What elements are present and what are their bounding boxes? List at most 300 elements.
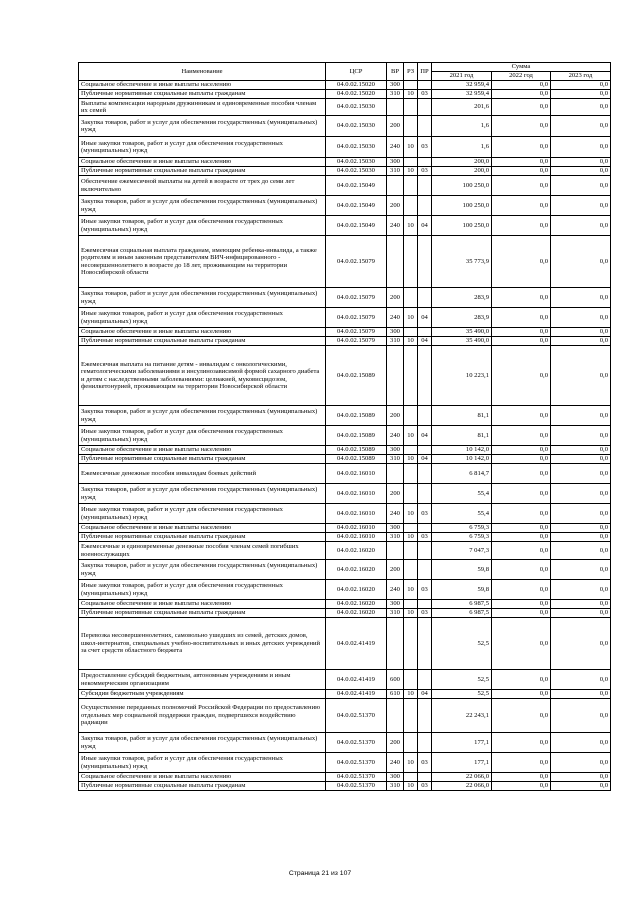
row-vr-cell: 300 <box>387 158 404 167</box>
row-sum-2023-cell: 0,0 <box>551 609 611 618</box>
row-pr-cell <box>418 99 432 116</box>
row-sum-2022-cell: 0,0 <box>492 560 551 580</box>
row-rz-cell: 10 <box>404 690 418 699</box>
row-name-cell: Иные закупки товаров, работ и услуг для обеспечения государственных (муниципальных) нужд <box>79 753 326 773</box>
row-csr-cell: 04.0.02.51370 <box>326 782 387 791</box>
row-pr-cell: 04 <box>418 426 432 446</box>
row-vr-cell <box>387 99 404 116</box>
row-sum-2023-cell: 0,0 <box>551 90 611 99</box>
row-pr-cell <box>418 773 432 782</box>
row-rz-cell <box>404 288 418 308</box>
row-pr-cell <box>418 524 432 533</box>
row-sum-2023-cell: 0,0 <box>551 328 611 337</box>
row-csr-cell: 04.0.02.16020 <box>326 580 387 600</box>
row-pr-cell: 03 <box>418 580 432 600</box>
row-csr-cell: 04.0.02.16010 <box>326 464 387 484</box>
row-name-cell: Предоставление субсидий бюджетным, автономным учреждениям и иным некоммерческим организациям <box>79 670 326 690</box>
row-csr-cell: 04.0.02.15079 <box>326 288 387 308</box>
row-rz-cell <box>404 670 418 690</box>
table-row <box>79 196 611 216</box>
row-pr-cell <box>418 236 432 288</box>
row-sum-2021-cell: 6 987,5 <box>432 609 492 618</box>
row-sum-2022-cell: 0,0 <box>492 308 551 328</box>
row-name-cell: Иные закупки товаров, работ и услуг для обеспечения государственных (муниципальных) нужд <box>79 216 326 236</box>
table-row <box>79 446 611 455</box>
table-row <box>79 618 611 670</box>
table-row <box>79 328 611 337</box>
row-name-cell: Социальное обеспечение и иные выплаты населению <box>79 328 326 337</box>
row-sum-2021-cell: 200,0 <box>432 167 492 176</box>
row-csr-cell: 04.0.02.16010 <box>326 524 387 533</box>
row-sum-2022-cell: 0,0 <box>492 158 551 167</box>
row-pr-cell: 04 <box>418 216 432 236</box>
row-sum-2021-cell: 52,5 <box>432 670 492 690</box>
row-csr-cell: 04.0.02.15089 <box>326 455 387 464</box>
row-vr-cell: 310 <box>387 533 404 542</box>
row-sum-2023-cell: 0,0 <box>551 346 611 406</box>
row-name-cell: Публичные нормативные социальные выплаты гражданам <box>79 782 326 791</box>
row-sum-2022-cell: 0,0 <box>492 455 551 464</box>
row-vr-cell <box>387 618 404 670</box>
row-sum-2023-cell: 0,0 <box>551 176 611 196</box>
row-sum-2021-cell: 100 250,0 <box>432 196 492 216</box>
row-name-cell: Публичные нормативные социальные выплаты гражданам <box>79 533 326 542</box>
row-vr-cell: 300 <box>387 81 404 90</box>
row-sum-2021-cell: 22 243,1 <box>432 699 492 733</box>
row-sum-2023-cell: 0,0 <box>551 337 611 346</box>
row-rz-cell: 10 <box>404 137 418 158</box>
row-sum-2021-cell: 10 142,0 <box>432 455 492 464</box>
row-csr-cell: 04.0.02.51370 <box>326 773 387 782</box>
row-name-cell: Закупка товаров, работ и услуг для обеспечения государственных (муниципальных) нужд <box>79 288 326 308</box>
table-row <box>79 533 611 542</box>
row-sum-2021-cell: 52,5 <box>432 618 492 670</box>
row-pr-cell <box>418 196 432 216</box>
row-sum-2023-cell: 0,0 <box>551 542 611 560</box>
row-vr-cell: 240 <box>387 216 404 236</box>
row-sum-2022-cell: 0,0 <box>492 406 551 426</box>
row-vr-cell <box>387 542 404 560</box>
row-csr-cell: 04.0.02.15089 <box>326 406 387 426</box>
row-vr-cell <box>387 346 404 406</box>
header-vr: ВР <box>387 63 404 81</box>
row-vr-cell: 200 <box>387 560 404 580</box>
row-name-cell: Ежемесячные денежные пособия инвалидам боевых действий <box>79 464 326 484</box>
row-rz-cell <box>404 542 418 560</box>
row-rz-cell: 10 <box>404 455 418 464</box>
row-sum-2023-cell: 0,0 <box>551 600 611 609</box>
row-rz-cell: 10 <box>404 308 418 328</box>
row-csr-cell: 04.0.02.16020 <box>326 609 387 618</box>
row-sum-2023-cell: 0,0 <box>551 690 611 699</box>
row-sum-2021-cell: 201,6 <box>432 99 492 116</box>
row-sum-2023-cell: 0,0 <box>551 533 611 542</box>
row-name-cell: Ежемесячная социальная выплата гражданам, имеющим ребенка-инвалида, а также родителям и иным законным представителям ВИЧ-инфицированного - несовершеннолетнего в возрасте до 18 лет, проживающим на территории Новосибирской области <box>79 236 326 288</box>
row-name-cell: Ежемесячные и единовременные денежные пособия членам семей погибших военнослужащих <box>79 542 326 560</box>
table-row <box>79 288 611 308</box>
row-rz-cell <box>404 560 418 580</box>
row-name-cell: Социальное обеспечение и иные выплаты населению <box>79 524 326 533</box>
row-sum-2021-cell: 283,9 <box>432 288 492 308</box>
row-csr-cell: 04.0.02.15030 <box>326 99 387 116</box>
row-rz-cell <box>404 618 418 670</box>
header-pr: ПР <box>418 63 432 81</box>
row-rz-cell: 10 <box>404 580 418 600</box>
row-vr-cell: 600 <box>387 670 404 690</box>
row-sum-2021-cell: 6 759,3 <box>432 533 492 542</box>
row-sum-2023-cell: 0,0 <box>551 99 611 116</box>
row-pr-cell: 03 <box>418 753 432 773</box>
row-sum-2022-cell: 0,0 <box>492 446 551 455</box>
row-sum-2022-cell: 0,0 <box>492 609 551 618</box>
row-pr-cell: 03 <box>418 90 432 99</box>
row-pr-cell <box>418 446 432 455</box>
row-sum-2022-cell: 0,0 <box>492 782 551 791</box>
row-csr-cell: 04.0.02.15089 <box>326 346 387 406</box>
row-pr-cell: 03 <box>418 533 432 542</box>
row-csr-cell: 04.0.02.41419 <box>326 618 387 670</box>
row-name-cell: Закупка товаров, работ и услуг для обеспечения государственных (муниципальных) нужд <box>79 196 326 216</box>
row-rz-cell: 10 <box>404 90 418 99</box>
row-name-cell: Публичные нормативные социальные выплаты гражданам <box>79 609 326 618</box>
table-row <box>79 308 611 328</box>
row-pr-cell <box>418 81 432 90</box>
row-csr-cell: 04.0.02.15020 <box>326 81 387 90</box>
row-csr-cell: 04.0.02.51370 <box>326 753 387 773</box>
row-sum-2022-cell: 0,0 <box>492 81 551 90</box>
row-sum-2022-cell: 0,0 <box>492 690 551 699</box>
row-sum-2021-cell: 1,6 <box>432 116 492 137</box>
row-rz-cell <box>404 346 418 406</box>
row-vr-cell: 300 <box>387 600 404 609</box>
row-sum-2021-cell: 7 047,3 <box>432 542 492 560</box>
table-row <box>79 406 611 426</box>
row-csr-cell: 04.0.02.16010 <box>326 533 387 542</box>
table-row <box>79 464 611 484</box>
row-sum-2023-cell: 0,0 <box>551 308 611 328</box>
table-row <box>79 542 611 560</box>
row-pr-cell: 03 <box>418 609 432 618</box>
row-vr-cell <box>387 699 404 733</box>
row-sum-2022-cell: 0,0 <box>492 542 551 560</box>
row-csr-cell: 04.0.02.15049 <box>326 176 387 196</box>
row-pr-cell: 04 <box>418 690 432 699</box>
row-rz-cell <box>404 158 418 167</box>
row-csr-cell: 04.0.02.15049 <box>326 196 387 216</box>
table-row <box>79 504 611 524</box>
row-sum-2021-cell: 81,1 <box>432 426 492 446</box>
row-rz-cell <box>404 699 418 733</box>
row-vr-cell <box>387 176 404 196</box>
row-sum-2023-cell: 0,0 <box>551 196 611 216</box>
row-sum-2022-cell: 0,0 <box>492 753 551 773</box>
table-row <box>79 753 611 773</box>
header-year-2021: 2021 год <box>432 72 492 81</box>
row-vr-cell: 300 <box>387 773 404 782</box>
row-sum-2021-cell: 22 066,0 <box>432 773 492 782</box>
row-sum-2021-cell: 177,1 <box>432 753 492 773</box>
row-vr-cell: 310 <box>387 90 404 99</box>
table-row <box>79 600 611 609</box>
row-rz-cell: 10 <box>404 782 418 791</box>
row-sum-2022-cell: 0,0 <box>492 116 551 137</box>
row-csr-cell: 04.0.02.15089 <box>326 426 387 446</box>
table-row <box>79 337 611 346</box>
row-csr-cell: 04.0.02.15079 <box>326 236 387 288</box>
row-sum-2022-cell: 0,0 <box>492 196 551 216</box>
row-sum-2022-cell: 0,0 <box>492 464 551 484</box>
row-sum-2021-cell: 55,4 <box>432 504 492 524</box>
table-row <box>79 609 611 618</box>
table-row <box>79 216 611 236</box>
row-sum-2023-cell: 0,0 <box>551 236 611 288</box>
row-vr-cell: 310 <box>387 337 404 346</box>
row-sum-2022-cell: 0,0 <box>492 524 551 533</box>
row-name-cell: Публичные нормативные социальные выплаты гражданам <box>79 455 326 464</box>
row-rz-cell <box>404 236 418 288</box>
table-row <box>79 158 611 167</box>
row-csr-cell: 04.0.02.16020 <box>326 600 387 609</box>
row-sum-2023-cell: 0,0 <box>551 464 611 484</box>
row-rz-cell <box>404 196 418 216</box>
table-row <box>79 733 611 753</box>
row-pr-cell: 04 <box>418 337 432 346</box>
row-pr-cell <box>418 464 432 484</box>
row-csr-cell: 04.0.02.15079 <box>326 328 387 337</box>
row-sum-2021-cell: 35 490,0 <box>432 328 492 337</box>
row-vr-cell: 300 <box>387 328 404 337</box>
row-sum-2022-cell: 0,0 <box>492 236 551 288</box>
row-sum-2021-cell: 55,4 <box>432 484 492 504</box>
row-csr-cell: 04.0.02.16010 <box>326 504 387 524</box>
row-name-cell: Обеспечение ежемесячной выплаты на детей в возрасте от трех до семи лет включительно <box>79 176 326 196</box>
table-row <box>79 137 611 158</box>
table-row <box>79 560 611 580</box>
row-vr-cell: 310 <box>387 167 404 176</box>
row-pr-cell: 03 <box>418 782 432 791</box>
row-csr-cell: 04.0.02.15020 <box>326 90 387 99</box>
row-csr-cell: 04.0.02.16020 <box>326 560 387 580</box>
row-csr-cell: 04.0.02.15089 <box>326 446 387 455</box>
row-sum-2022-cell: 0,0 <box>492 90 551 99</box>
row-csr-cell: 04.0.02.16020 <box>326 542 387 560</box>
row-sum-2022-cell: 0,0 <box>492 346 551 406</box>
row-sum-2023-cell: 0,0 <box>551 733 611 753</box>
row-sum-2021-cell: 22 066,0 <box>432 782 492 791</box>
row-vr-cell: 200 <box>387 288 404 308</box>
row-sum-2021-cell: 32 959,4 <box>432 81 492 90</box>
row-sum-2023-cell: 0,0 <box>551 560 611 580</box>
row-sum-2023-cell: 0,0 <box>551 753 611 773</box>
row-pr-cell <box>418 406 432 426</box>
table-row <box>79 524 611 533</box>
row-vr-cell <box>387 464 404 484</box>
row-sum-2021-cell: 100 250,0 <box>432 176 492 196</box>
row-name-cell: Публичные нормативные социальные выплаты гражданам <box>79 167 326 176</box>
header-name: Наименование <box>79 63 326 81</box>
row-sum-2022-cell: 0,0 <box>492 288 551 308</box>
table-row <box>79 346 611 406</box>
row-sum-2022-cell: 0,0 <box>492 176 551 196</box>
row-name-cell: Иные закупки товаров, работ и услуг для обеспечения государственных (муниципальных) нужд <box>79 504 326 524</box>
row-name-cell: Публичные нормативные социальные выплаты гражданам <box>79 90 326 99</box>
row-vr-cell: 300 <box>387 524 404 533</box>
row-name-cell: Социальное обеспечение и иные выплаты населению <box>79 773 326 782</box>
row-rz-cell: 10 <box>404 216 418 236</box>
row-sum-2022-cell: 0,0 <box>492 167 551 176</box>
row-pr-cell <box>418 699 432 733</box>
row-vr-cell: 240 <box>387 426 404 446</box>
row-pr-cell <box>418 288 432 308</box>
row-sum-2023-cell: 0,0 <box>551 158 611 167</box>
row-pr-cell <box>418 346 432 406</box>
row-name-cell: Иные закупки товаров, работ и услуг для обеспечения государственных (муниципальных) нужд <box>79 137 326 158</box>
row-sum-2021-cell: 59,8 <box>432 560 492 580</box>
row-name-cell: Социальное обеспечение и иные выплаты населению <box>79 81 326 90</box>
row-csr-cell: 04.0.02.15030 <box>326 116 387 137</box>
row-sum-2022-cell: 0,0 <box>492 484 551 504</box>
row-name-cell: Закупка товаров, работ и услуг для обеспечения государственных (муниципальных) нужд <box>79 484 326 504</box>
row-rz-cell <box>404 484 418 504</box>
row-pr-cell: 03 <box>418 504 432 524</box>
row-sum-2023-cell: 0,0 <box>551 116 611 137</box>
row-rz-cell <box>404 81 418 90</box>
row-sum-2022-cell: 0,0 <box>492 426 551 446</box>
table-row <box>79 690 611 699</box>
table-row <box>79 782 611 791</box>
row-pr-cell <box>418 542 432 560</box>
row-sum-2023-cell: 0,0 <box>551 618 611 670</box>
row-sum-2021-cell: 81,1 <box>432 406 492 426</box>
row-pr-cell: 04 <box>418 455 432 464</box>
row-vr-cell: 240 <box>387 308 404 328</box>
row-name-cell: Ежемесячная выплата на питание детям - инвалидам с онкологическими, гематологическими заболеваниями и инсулинозависимой формой сахарного диабета и детям с наследственными заболеваниями: целиакией, муковисцидозом, фенилкетонурией, проживающим на территории Новосибирской области <box>79 346 326 406</box>
row-name-cell: Закупка товаров, работ и услуг для обеспечения государственных (муниципальных) нужд <box>79 733 326 753</box>
row-pr-cell: 04 <box>418 308 432 328</box>
table-row <box>79 426 611 446</box>
row-name-cell: Закупка товаров, работ и услуг для обеспечения государственных (муниципальных) нужд <box>79 560 326 580</box>
row-sum-2022-cell: 0,0 <box>492 600 551 609</box>
row-sum-2023-cell: 0,0 <box>551 524 611 533</box>
row-rz-cell: 10 <box>404 533 418 542</box>
header-year-2023: 2023 год <box>551 72 611 81</box>
row-sum-2022-cell: 0,0 <box>492 328 551 337</box>
row-sum-2021-cell: 35 490,0 <box>432 337 492 346</box>
row-vr-cell: 200 <box>387 484 404 504</box>
row-rz-cell <box>404 524 418 533</box>
row-sum-2021-cell: 59,8 <box>432 580 492 600</box>
row-sum-2022-cell: 0,0 <box>492 670 551 690</box>
row-pr-cell <box>418 600 432 609</box>
row-sum-2022-cell: 0,0 <box>492 337 551 346</box>
row-vr-cell: 200 <box>387 733 404 753</box>
row-sum-2023-cell: 0,0 <box>551 81 611 90</box>
row-vr-cell: 200 <box>387 196 404 216</box>
row-name-cell: Социальное обеспечение и иные выплаты населению <box>79 446 326 455</box>
row-sum-2021-cell: 32 959,4 <box>432 90 492 99</box>
header-sum: Сумма <box>432 63 611 72</box>
row-csr-cell: 04.0.02.15030 <box>326 137 387 158</box>
row-pr-cell: 03 <box>418 167 432 176</box>
row-sum-2023-cell: 0,0 <box>551 167 611 176</box>
row-sum-2022-cell: 0,0 <box>492 618 551 670</box>
row-vr-cell: 200 <box>387 406 404 426</box>
row-sum-2022-cell: 0,0 <box>492 533 551 542</box>
row-sum-2022-cell: 0,0 <box>492 137 551 158</box>
row-pr-cell <box>418 328 432 337</box>
row-rz-cell <box>404 406 418 426</box>
row-sum-2022-cell: 0,0 <box>492 504 551 524</box>
row-pr-cell <box>418 560 432 580</box>
row-csr-cell: 04.0.02.51370 <box>326 699 387 733</box>
row-sum-2022-cell: 0,0 <box>492 773 551 782</box>
row-sum-2021-cell: 35 773,9 <box>432 236 492 288</box>
row-sum-2021-cell: 6 987,5 <box>432 600 492 609</box>
row-name-cell: Социальное обеспечение и иные выплаты населению <box>79 158 326 167</box>
table-row <box>79 116 611 137</box>
row-sum-2023-cell: 0,0 <box>551 504 611 524</box>
row-name-cell: Перевозка несовершеннолетних, самовольно ушедших из семей, детских домов, школ-интернатов, специальных учебно-воспитательных и иных детских учреждений за счет средств областного бюджета <box>79 618 326 670</box>
row-name-cell: Иные закупки товаров, работ и услуг для обеспечения государственных (муниципальных) нужд <box>79 580 326 600</box>
header-rz: РЗ <box>404 63 418 81</box>
row-rz-cell: 10 <box>404 426 418 446</box>
row-csr-cell: 04.0.02.15030 <box>326 158 387 167</box>
row-rz-cell: 10 <box>404 167 418 176</box>
table-row <box>79 455 611 464</box>
row-rz-cell <box>404 600 418 609</box>
row-sum-2022-cell: 0,0 <box>492 216 551 236</box>
row-name-cell: Осуществление переданных полномочий Российской Федерации по предоставлению отдельных мер социальной поддержки граждан, подвергшихся воздействию радиации <box>79 699 326 733</box>
row-rz-cell <box>404 464 418 484</box>
row-name-cell: Закупка товаров, работ и услуг для обеспечения государственных (муниципальных) нужд <box>79 116 326 137</box>
table-row <box>79 81 611 90</box>
row-vr-cell: 240 <box>387 753 404 773</box>
row-pr-cell <box>418 484 432 504</box>
row-pr-cell <box>418 116 432 137</box>
table-row <box>79 90 611 99</box>
row-sum-2023-cell: 0,0 <box>551 137 611 158</box>
row-name-cell: Иные закупки товаров, работ и услуг для обеспечения государственных (муниципальных) нужд <box>79 308 326 328</box>
row-name-cell: Социальное обеспечение и иные выплаты населению <box>79 600 326 609</box>
row-sum-2021-cell: 100 250,0 <box>432 216 492 236</box>
row-vr-cell: 240 <box>387 580 404 600</box>
row-sum-2023-cell: 0,0 <box>551 426 611 446</box>
row-csr-cell: 04.0.02.15049 <box>326 216 387 236</box>
row-vr-cell: 240 <box>387 137 404 158</box>
table-row <box>79 167 611 176</box>
row-pr-cell <box>418 733 432 753</box>
row-sum-2023-cell: 0,0 <box>551 446 611 455</box>
row-rz-cell <box>404 116 418 137</box>
header-year-2022: 2022 год <box>492 72 551 81</box>
table-row <box>79 99 611 116</box>
row-pr-cell: 03 <box>418 137 432 158</box>
row-vr-cell: 200 <box>387 116 404 137</box>
row-rz-cell <box>404 99 418 116</box>
row-rz-cell: 10 <box>404 504 418 524</box>
row-vr-cell: 240 <box>387 504 404 524</box>
row-sum-2021-cell: 283,9 <box>432 308 492 328</box>
row-sum-2023-cell: 0,0 <box>551 782 611 791</box>
row-name-cell: Выплаты компенсации народным дружинникам и единовременные пособия членам их семей <box>79 99 326 116</box>
row-vr-cell: 310 <box>387 609 404 618</box>
row-rz-cell <box>404 176 418 196</box>
row-csr-cell: 04.0.02.15079 <box>326 337 387 346</box>
table-row <box>79 699 611 733</box>
row-sum-2023-cell: 0,0 <box>551 773 611 782</box>
row-rz-cell <box>404 328 418 337</box>
row-sum-2023-cell: 0,0 <box>551 484 611 504</box>
